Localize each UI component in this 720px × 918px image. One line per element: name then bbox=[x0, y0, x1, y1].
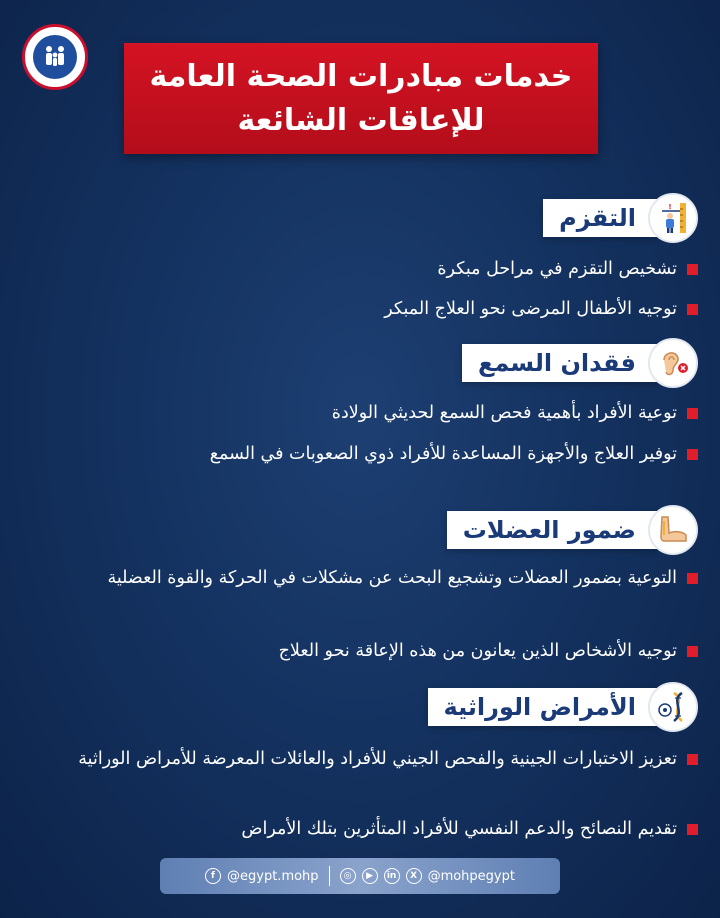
instagram-icon[interactable]: ◎ bbox=[340, 868, 356, 884]
section-header-genetic bbox=[428, 682, 698, 732]
x-icon[interactable]: X bbox=[406, 868, 422, 884]
page-title-box bbox=[124, 43, 598, 154]
arm-muscle-icon bbox=[648, 505, 698, 555]
youtube-icon[interactable]: ▶ bbox=[362, 868, 378, 884]
bullet-stunting-1: تشخيص التقزم في مراحل مبكرة bbox=[437, 254, 698, 284]
bullet-square-icon bbox=[687, 573, 698, 584]
bullet-square-icon bbox=[687, 304, 698, 315]
facebook-handle[interactable]: @egypt.mohp bbox=[227, 868, 319, 884]
footer-divider bbox=[329, 866, 330, 886]
bullet-genetic-1: تعزيز الاختبارات الجينية والفحص الجيني للأفراد والعائلات المعرضة للأمراض الوراثية bbox=[58, 744, 698, 774]
svg-text:!: ! bbox=[668, 203, 672, 211]
section-label-muscle: ضمور العضلات bbox=[447, 511, 658, 549]
bullet-square-icon bbox=[687, 264, 698, 275]
social-handle[interactable]: @mohpegypt bbox=[427, 868, 515, 884]
section-header-hearing bbox=[462, 338, 698, 388]
logo-emblem bbox=[33, 35, 77, 79]
ear-icon bbox=[648, 338, 698, 388]
bullet-muscle-1: التوعية بضمور العضلات وتشجيع البحث عن مشكلات في الحركة والقوة العضلية bbox=[22, 563, 698, 593]
bullet-hearing-2: توفير العلاج والأجهزة المساعدة للأفراد ذوي الصعوبات في السمع bbox=[210, 439, 698, 469]
section-label-hearing: فقدان السمع bbox=[462, 344, 658, 382]
bullet-square-icon bbox=[687, 646, 698, 657]
facebook-icon[interactable]: f bbox=[205, 868, 221, 884]
height-measure-icon bbox=[648, 193, 698, 243]
page-title-line-1: خدمات مبادرات الصحة العامة bbox=[149, 58, 573, 94]
bullet-square-icon bbox=[687, 408, 698, 419]
bullet-hearing-1: توعية الأفراد بأهمية فحص السمع لحديثي الولادة bbox=[332, 398, 698, 428]
bullet-muscle-2: توجيه الأشخاص الذين يعانون من هذه الإعاقة نحو العلاج bbox=[279, 636, 698, 666]
social-footer bbox=[160, 858, 560, 894]
family-icon bbox=[41, 43, 69, 71]
bullet-genetic-2: تقديم النصائح والدعم النفسي للأفراد المتأثرين بتلك الأمراض bbox=[241, 814, 698, 844]
section-header-muscle bbox=[447, 505, 698, 555]
linkedin-icon[interactable]: in bbox=[384, 868, 400, 884]
section-label-stunting: التقزم bbox=[543, 199, 658, 237]
bullet-stunting-2: توجيه الأطفال المرضى نحو العلاج المبكر bbox=[384, 294, 698, 324]
ministry-logo bbox=[22, 24, 88, 90]
section-label-genetic: الأمراض الوراثية bbox=[428, 688, 658, 726]
dna-icon bbox=[648, 682, 698, 732]
bullet-square-icon bbox=[687, 754, 698, 765]
page-title-line-2: للإعاقات الشائعة bbox=[237, 102, 485, 138]
bullet-square-icon bbox=[687, 449, 698, 460]
section-header-stunting bbox=[543, 193, 698, 243]
bullet-square-icon bbox=[687, 824, 698, 835]
